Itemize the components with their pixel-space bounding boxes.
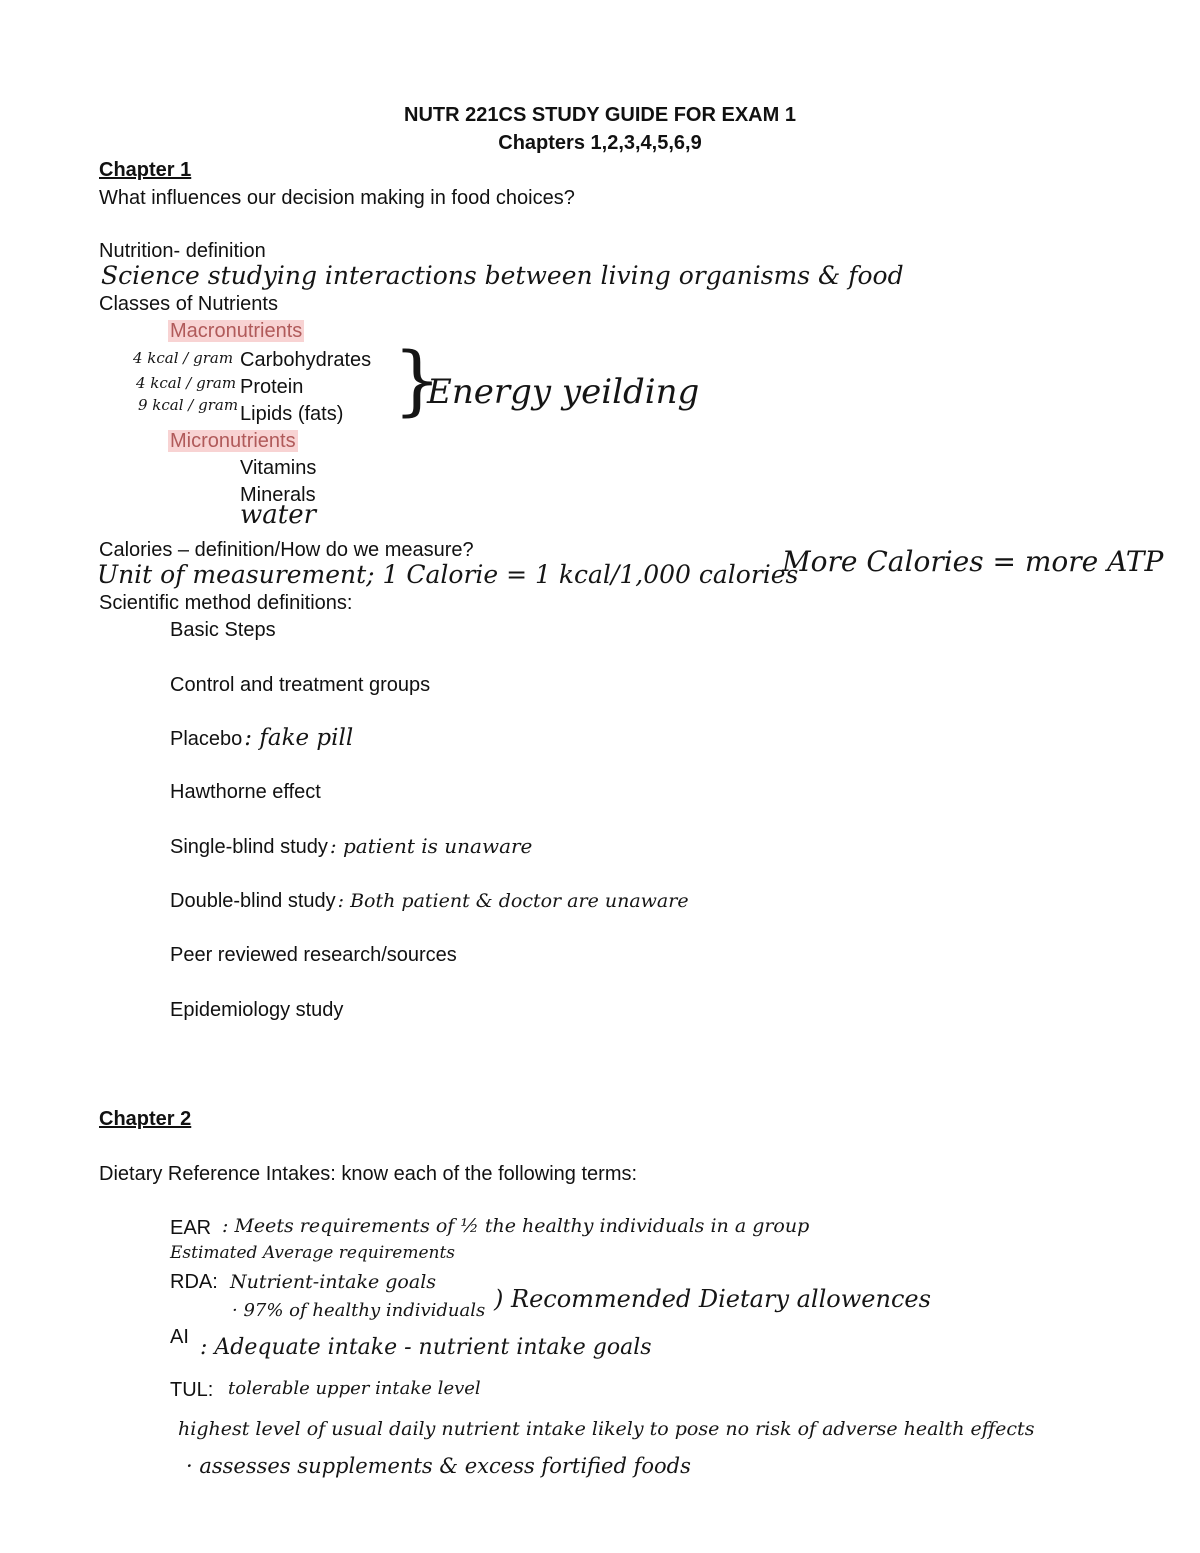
water-note: water [240, 500, 317, 530]
double-blind-note: : Both patient & doctor are unaware [337, 890, 689, 912]
classes-of-nutrients-label: Classes of Nutrients [99, 293, 278, 315]
minerals-item: Minerals [240, 484, 316, 506]
more-calories-note: More Calories = more ATP [782, 545, 1164, 578]
ai-handwritten-note: : Adequate intake - nutrient intake goals [200, 1335, 652, 1360]
scientific-method-label: Scientific method definitions: [99, 592, 353, 614]
tul-supplements-note: · assesses supplements & excess fortified foods [186, 1454, 691, 1478]
ear-label: EAR [170, 1217, 212, 1239]
macronutrients-label: Macronutrients [170, 320, 303, 342]
energy-brace: } [393, 335, 442, 424]
sci-term-peer-reviewed: Peer reviewed research/sources [170, 944, 457, 966]
carbohydrates-item: Carbohydrates [240, 349, 372, 371]
protein-kcal-note: 4 kcal / gram [136, 374, 237, 392]
chapter-1-heading: Chapter 1 [99, 159, 192, 181]
rda-handwritten-note: Nutrient-intake goals [230, 1271, 437, 1293]
food-choices-question: What influences our decision making in food choices? [99, 187, 575, 209]
single-blind-note: : patient is unaware [329, 834, 533, 858]
sci-term-double-blind: Double-blind study : Both patient & doctor are unaware [170, 890, 689, 912]
nutrition-handwritten-note: Science studying interactions between living organisms & food [101, 261, 904, 290]
rda-percent-note: · 97% of healthy individuals [232, 1300, 486, 1321]
sci-term-basic-steps: Basic Steps [170, 619, 276, 641]
ai-label: AI [170, 1326, 189, 1348]
calories-definition-label: Calories – definition/How do we measure? [99, 539, 474, 561]
sci-term-single-blind: Single-blind study : patient is unaware [170, 834, 533, 858]
tul-label: TUL: [170, 1379, 214, 1401]
tul-definition-note: highest level of usual daily nutrient intake likely to pose no risk of adverse health effects [178, 1418, 1035, 1440]
vitamins-item: Vitamins [240, 457, 317, 479]
page-title: NUTR 221CS STUDY GUIDE FOR EXAM 1 [404, 104, 796, 126]
rda-label: RDA: [170, 1271, 218, 1293]
protein-item: Protein [240, 376, 304, 398]
sci-term-control-treatment: Control and treatment groups [170, 674, 431, 696]
nutrition-definition-label: Nutrition- definition [99, 240, 266, 262]
lipids-item: Lipids (fats) [240, 403, 344, 425]
energy-yielding-note: Energy yeilding [427, 372, 700, 412]
placebo-note: : fake pill [244, 725, 354, 751]
ear-handwritten-note: : Meets requirements of ½ the healthy individuals in a group [222, 1215, 810, 1237]
ear-full-name-note: Estimated Average requirements [170, 1243, 456, 1263]
carbohydrates-kcal-note: 4 kcal / gram [133, 349, 234, 367]
rda-full-name-note: ) Recommended Dietary allowences [494, 1285, 931, 1313]
micronutrients-label: Micronutrients [170, 430, 296, 452]
sci-term-epidemiology: Epidemiology study [170, 999, 344, 1021]
sci-term-placebo: Placebo: fake pill [170, 725, 354, 751]
sci-term-hawthorne: Hawthorne effect [170, 781, 321, 803]
chapter-2-heading: Chapter 2 [99, 1108, 192, 1130]
dri-label: Dietary Reference Intakes: know each of the following terms: [99, 1163, 638, 1185]
page-subtitle: Chapters 1,2,3,4,5,6,9 [498, 132, 702, 154]
tul-handwritten-note: tolerable upper intake level [228, 1378, 481, 1399]
calories-handwritten-note: Unit of measurement; 1 Calorie = 1 kcal/1,000 calories [97, 560, 799, 589]
lipids-kcal-note: 9 kcal / gram [138, 396, 239, 414]
